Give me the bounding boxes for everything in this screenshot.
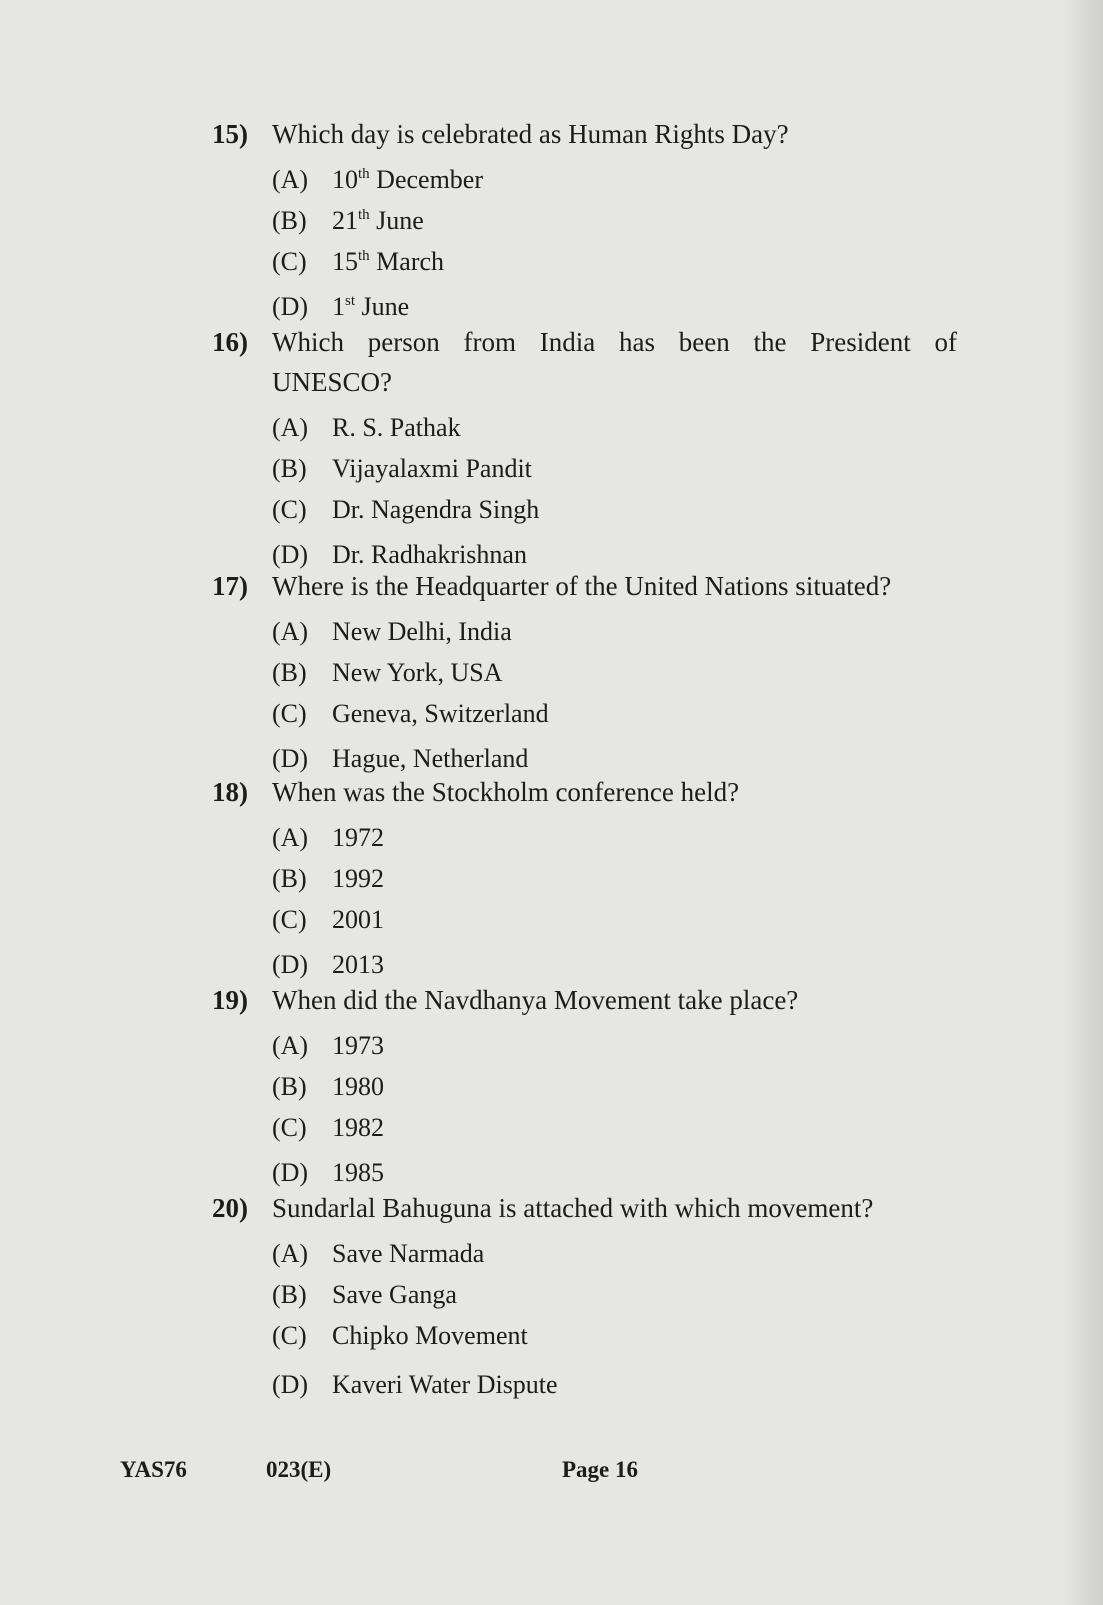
options-list	[272, 165, 957, 322]
option-text: 2013	[332, 950, 384, 979]
question-text: Sundarlal Bahuguna is attached with which movement?	[272, 1193, 874, 1223]
option-d: (D) 1st June	[272, 292, 410, 321]
option-text: New York, USA	[332, 658, 503, 687]
option-a: (A) New Delhi, India	[272, 617, 512, 646]
exam-code: YAS76	[120, 1457, 187, 1482]
option-text: 1992	[332, 864, 384, 893]
options-list	[272, 1239, 957, 1400]
option-b: (B) 1992	[272, 864, 384, 893]
option-text: R. S. Pathak	[332, 413, 461, 442]
option-d: (D) 2013	[272, 950, 384, 979]
option-a: (A) R. S. Pathak	[272, 413, 461, 442]
options-list	[272, 823, 957, 980]
question-text: Where is the Headquarter of the United Nations situated?	[272, 571, 892, 601]
option-b: (B) Save Ganga	[272, 1280, 457, 1309]
question-number: 19)	[212, 985, 248, 1015]
page-number: Page 16	[562, 1457, 639, 1482]
option-d: (D) 1985	[272, 1158, 384, 1187]
question-17	[212, 566, 957, 774]
option-a: (A) Save Narmada	[272, 1239, 485, 1268]
option-text: Hague, Netherland	[332, 744, 529, 773]
option-text: Save Ganga	[332, 1280, 457, 1309]
option-b: (B) New York, USA	[272, 658, 503, 687]
page-edge-shadow	[1063, 0, 1103, 1605]
question-number: 16)	[212, 327, 248, 357]
option-b: (B) 21th June	[272, 206, 424, 235]
option-text: Dr. Nagendra Singh	[332, 495, 540, 524]
option-d: (D) Hague, Netherland	[272, 744, 529, 773]
option-text: Geneva, Switzerland	[332, 699, 549, 728]
option-text: 2001	[332, 905, 384, 934]
question-19	[212, 980, 957, 1188]
options-list	[272, 1031, 957, 1188]
option-d: (D) Dr. Radhakrishnan	[272, 540, 527, 569]
question-number: 15)	[212, 119, 248, 149]
option-text: 1972	[332, 823, 384, 852]
question-number: 18)	[212, 777, 248, 807]
option-text: 1982	[332, 1113, 384, 1142]
question-text: When was the Stockholm conference held?	[272, 777, 740, 807]
option-b: (B) Vijayalaxmi Pandit	[272, 454, 532, 483]
question-16	[212, 322, 957, 570]
option-a: (A) 1973	[272, 1031, 384, 1060]
question-text: Which person from India has been the President of	[272, 327, 957, 357]
option-text: 1985	[332, 1158, 384, 1187]
option-text: Vijayalaxmi Pandit	[332, 454, 532, 483]
option-text: Dr. Radhakrishnan	[332, 540, 527, 569]
option-c: (C) Geneva, Switzerland	[272, 699, 549, 728]
option-b: (B) 1980	[272, 1072, 384, 1101]
question-18	[212, 772, 957, 980]
option-c: (C) Chipko Movement	[272, 1321, 528, 1350]
question-text: When did the Navdhanya Movement take place?	[272, 985, 799, 1015]
option-c: (C) 15th March	[272, 247, 445, 276]
question-text: Which day is celebrated as Human Rights Day?	[272, 119, 789, 149]
question-15	[212, 114, 957, 322]
question-number: 20)	[212, 1193, 248, 1223]
question-number: 17)	[212, 571, 248, 601]
option-text: Chipko Movement	[332, 1321, 528, 1350]
option-text: 1973	[332, 1031, 384, 1060]
option-c: (C) 2001	[272, 905, 384, 934]
question-20	[212, 1188, 957, 1400]
option-text: 1980	[332, 1072, 384, 1101]
options-list	[272, 413, 957, 570]
option-c: (C) 1982	[272, 1113, 384, 1142]
option-text: Kaveri Water Dispute	[332, 1370, 558, 1399]
options-list	[272, 617, 957, 774]
option-text: New Delhi, India	[332, 617, 512, 646]
option-a: (A) 10th December	[272, 165, 483, 194]
paper-code: 023(E)	[266, 1457, 332, 1482]
option-c: (C) Dr. Nagendra Singh	[272, 495, 540, 524]
option-d: (D) Kaveri Water Dispute	[272, 1370, 558, 1399]
option-text: Save Narmada	[332, 1239, 485, 1268]
option-text: 15th March	[332, 247, 445, 276]
option-a: (A) 1972	[272, 823, 384, 852]
option-text: 10th December	[332, 165, 483, 194]
question-text-continued: UNESCO?	[272, 367, 392, 397]
option-text: 1st June	[332, 292, 410, 321]
option-text: 21th June	[332, 206, 424, 235]
